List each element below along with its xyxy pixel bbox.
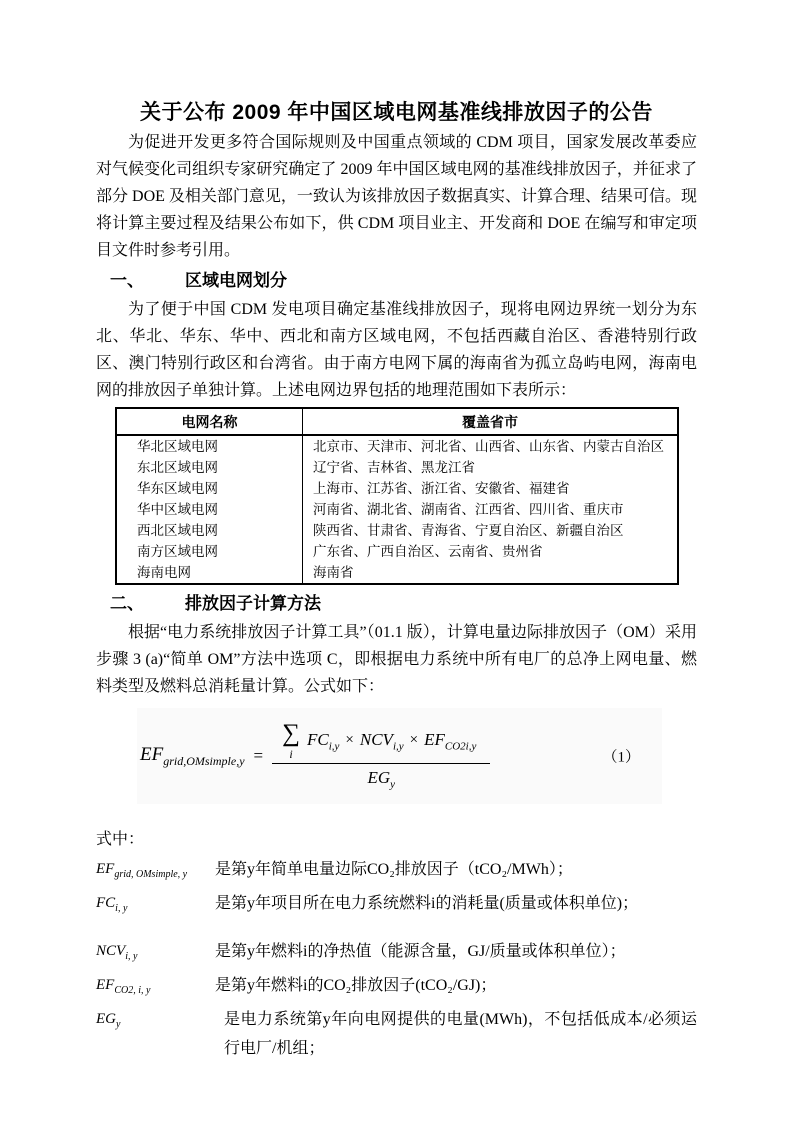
formula-lhs [140,744,245,769]
sigma-symbol [282,721,300,760]
grid-name-cell: 西北区域电网 [116,520,303,541]
page-content [96,0,697,1063]
definition-term [96,889,215,923]
definition-text: 是第y年简单电量边际CO₂排放因子（tCO₂/MWh）； [215,861,573,878]
formula-term-ncv [360,730,404,752]
table-row [116,457,678,478]
formula-numerator [272,721,490,764]
equals-sign: = [253,746,264,765]
definition-term [96,855,215,889]
provinces-cell: 河南省、湖北省、湖南省、江西省、四川省、重庆市 [313,502,624,517]
term-base: FC [306,729,329,749]
provinces-cell: 广东省、广西自治区、云南省、贵州省 [313,544,543,559]
term-subscript: i, y [115,903,128,914]
grid-name-cell: 华北区域电网 [116,435,303,457]
term-base: FC [96,895,116,911]
table-row [116,541,678,562]
definition-text: 是第y年燃料i的CO₂排放因子(tCO₂/GJ)； [215,977,497,994]
term-base: EF [424,729,445,749]
formula-term-fc [307,730,339,752]
sigma-glyph: ∑ [282,720,300,748]
multiply-sign: × [345,732,354,749]
term-subscript: y [116,1019,121,1030]
grid-name-header: 电网名称 [116,408,303,435]
term-base: EF [96,977,115,993]
provinces-cell: 陕西省、甘肃省、青海省、宁夏自治区、新疆自治区 [313,523,624,538]
term-subscript: grid, OMsimple, y [114,869,188,880]
den-base: EG [367,768,391,788]
provinces-header: 覆盖省市 [303,408,679,435]
table-row [116,478,678,499]
definition-item [96,889,697,923]
grid-name-cell: 华东区域电网 [116,478,303,499]
grid-table [115,407,679,585]
definition-text: 是第y年项目所在电力系统燃料i的消耗量(质量或体积单位)； [215,895,639,912]
definition-term [96,937,215,971]
definition-text: 是电力系统第y年向电网提供的电量(MWh)，不包括低成本/必须运行电厂/机组； [224,1011,697,1057]
multiply-sign: × [409,732,419,749]
intro-paragraph: 为促进开发更多符合国际规则及中国重点领域的 CDM 项目，国家发展改革委应对气候变化司组织专家研究确定了 2009 年中国区域电网的基准线排放因子，并征求了部分 DOE 及相关部门意见，一致认为该排放因子数据真实、计算合理、结果可信。现将计算主要过程及结果公布如下，供 CDM 项目业主、开发商和 DOE 在编写和审定项目文件时参考引用。 [96,134,697,259]
page-title: 关于公布 2009 年中国区域电网基准线排放因子的公告 [140,101,653,124]
term-subscript: CO2, i, y [114,985,151,996]
section-1-body: 为了便于中国 CDM 发电项目确定基准线排放因子，现将电网边界统一划分为东北、华北、华东、华中、西北和南方区域电网，不包括西藏自治区、香港特别行政区、澳门特别行政区和台湾省。由于南方电网下属的海南省为孤立岛屿电网，海南电网的排放因子单独计算。上述电网边界包括的地理范围如下表所示： [96,301,697,399]
formula-block [137,708,662,804]
grid-name-cell: 海南电网 [116,562,303,584]
sigma-index: i [289,747,293,762]
term-base: EF [96,861,115,877]
grid-table-header-row [116,408,678,435]
where-clause: 式中： [96,831,145,848]
definition-term [96,1005,215,1063]
term-subscript: CO2i,y [444,739,477,752]
section-1-number: 一、 [110,271,144,290]
section-2-body: 根据“电力系统排放因子计算工具”（01.1 版），计算电量边际排放因子（OM）采用步骤 3 (a)“简单 OM”方法中选项 C，即根据电力系统中所有电厂的总净上网电量、燃料类型及燃料总消耗量计算。公式如下： [96,624,697,695]
definition-term [96,971,215,1005]
term-base: EG [96,1011,116,1027]
provinces-cell: 上海市、江苏省、浙江省、安徽省、福建省 [313,481,570,496]
section-2-heading [110,591,697,617]
term-subscript: i,y [328,739,340,752]
provinces-cell: 辽宁省、吉林省、黑龙江省 [313,460,475,475]
formula-lhs-base: EF [140,743,164,765]
table-row [116,520,678,541]
formula-term-ef [424,730,476,752]
definition-item [96,937,697,971]
table-row [116,435,678,457]
term-base: NCV [96,943,126,959]
section-1-heading [110,268,697,294]
section-1-title: 区域电网划分 [185,271,287,290]
provinces-cell: 北京市、天津市、河北省、山西省、山东省、内蒙古自治区 [313,439,664,454]
provinces-cell: 海南省 [313,565,354,580]
grid-name-cell: 华中区域电网 [116,499,303,520]
term-base: NCV [359,729,393,749]
section-2-title: 排放因子计算方法 [185,594,321,613]
definition-item [96,1005,697,1063]
grid-name-cell: 东北区域电网 [116,457,303,478]
table-row [116,499,678,520]
formula-denominator [367,764,395,790]
formula-fraction [272,721,490,790]
definition-text: 是第y年燃料i的净热值（能源含量，GJ/质量或体积单位）； [215,943,626,960]
equation-number: （1） [602,749,640,766]
den-subscript: y [390,778,396,791]
table-row [116,562,678,584]
term-subscript: i,y [392,739,404,752]
definition-item [96,855,697,889]
grid-name-cell: 南方区域电网 [116,541,303,562]
section-2-number: 二、 [110,594,144,613]
formula-lhs-subscript: grid,OMsimple,y [163,753,245,768]
definition-item [96,971,697,1005]
term-subscript: i, y [125,951,138,962]
